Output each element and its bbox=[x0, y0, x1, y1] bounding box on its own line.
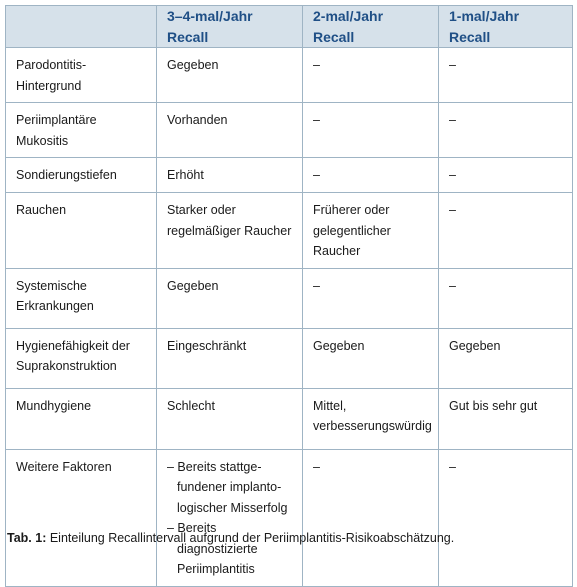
cell-recall-2: – bbox=[303, 449, 439, 586]
cell-recall-2: Gegeben bbox=[303, 328, 439, 388]
table-row bbox=[6, 328, 573, 388]
row-label: Sondierungstiefen bbox=[6, 158, 157, 193]
cell-recall-3-4: Gegeben bbox=[157, 48, 303, 103]
header-recall-2: 2-mal/Jahr Recall bbox=[303, 6, 439, 48]
cell-recall-3-4: Gegeben bbox=[157, 268, 303, 328]
table-caption bbox=[7, 531, 454, 545]
table-row bbox=[6, 48, 573, 103]
cell-recall-2: – bbox=[303, 268, 439, 328]
list-item: – Bereits diagnostizierte Periimplantitis bbox=[167, 521, 258, 576]
header-recall-1: 1-mal/Jahr Recall bbox=[439, 6, 573, 48]
cell-recall-3-4: Eingeschränkt bbox=[157, 328, 303, 388]
row-label: Systemische Erkrankungen bbox=[6, 268, 157, 328]
table-row bbox=[6, 388, 573, 449]
cell-recall-1: – bbox=[439, 48, 573, 103]
cell-recall-2: – bbox=[303, 103, 439, 158]
cell-recall-2: – bbox=[303, 158, 439, 193]
table-row bbox=[6, 268, 573, 328]
table-row bbox=[6, 103, 573, 158]
cell-recall-1: – bbox=[439, 158, 573, 193]
cell-recall-1: – bbox=[439, 103, 573, 158]
cell-recall-2: – bbox=[303, 48, 439, 103]
cell-recall-3-4: Schlecht bbox=[157, 388, 303, 449]
recall-table bbox=[5, 5, 573, 587]
table-row bbox=[6, 449, 573, 586]
caption-text: Einteilung Recallintervall aufgrund der Periimplantitis-Risikoabschätzung. bbox=[46, 531, 455, 545]
cell-recall-1: – bbox=[439, 449, 573, 586]
table-row bbox=[6, 193, 573, 269]
row-label: Mundhygiene bbox=[6, 388, 157, 449]
header-corner-cell bbox=[6, 6, 157, 48]
cell-recall-3-4: Starker oder regelmäßiger Raucher bbox=[157, 193, 303, 269]
cell-recall-1: Gut bis sehr gut bbox=[439, 388, 573, 449]
cell-recall-1: Gegeben bbox=[439, 328, 573, 388]
cell-recall-1: – bbox=[439, 268, 573, 328]
caption-label: Tab. 1: bbox=[7, 531, 47, 545]
cell-recall-2: Früherer oder gelegentlicher Raucher bbox=[303, 193, 439, 269]
cell-recall-3-4: Erhöht bbox=[157, 158, 303, 193]
row-label: Weitere Faktoren bbox=[6, 449, 157, 586]
table-row bbox=[6, 158, 573, 193]
cell-recall-3-4 bbox=[157, 449, 303, 586]
cell-recall-2: Mittel, verbesserungswürdig bbox=[303, 388, 439, 449]
row-label: Hygienefähigkeit der Suprakonstruktion bbox=[6, 328, 157, 388]
row-label: Rauchen bbox=[6, 193, 157, 269]
cell-recall-3-4: Vorhanden bbox=[157, 103, 303, 158]
row-label: Periimplantäre Mukositis bbox=[6, 103, 157, 158]
list-item: – Bereits stattgefundener implantologischer Misserfolg bbox=[167, 459, 288, 515]
table-header-row bbox=[6, 6, 573, 48]
cell-recall-1: – bbox=[439, 193, 573, 269]
row-label: Parodontitis-Hintergrund bbox=[6, 48, 157, 103]
header-recall-3-4: 3–4-mal/Jahr Recall bbox=[157, 6, 303, 48]
